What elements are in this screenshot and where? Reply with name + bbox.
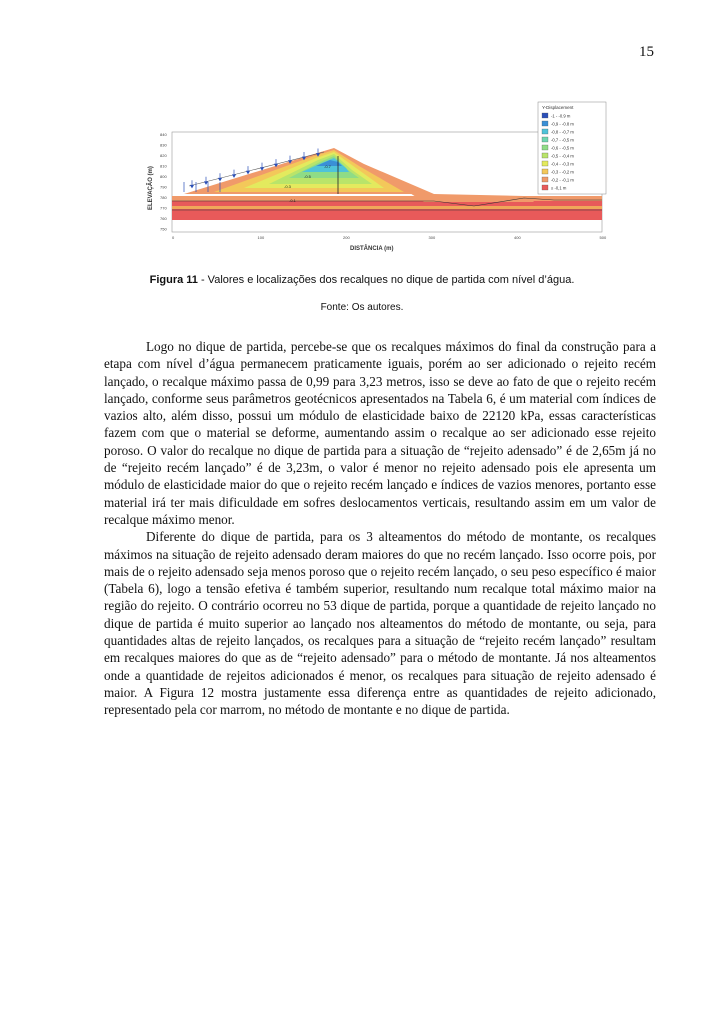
- y-tick-label: 790: [160, 184, 167, 190]
- legend-swatch: [542, 161, 548, 166]
- legend-label: -0,4 - -0,3 m: [551, 161, 574, 167]
- x-tick-label: 200: [343, 235, 350, 240]
- contour-label: -0.1: [289, 198, 296, 203]
- legend-title: Y-Displacement: [542, 105, 574, 110]
- y-tick-label: 820: [160, 153, 167, 158]
- water-arrow-head: [205, 182, 208, 185]
- x-tick-label: 0: [172, 235, 175, 240]
- legend-swatch: [542, 153, 548, 158]
- y-axis-label: ELEVAÇÃO (m): [148, 166, 154, 210]
- figure-caption-text: - Valores e localizações dos recalques no dique de partida com nível d’água.: [197, 274, 575, 286]
- x-tick-label: 100: [257, 235, 265, 240]
- legend-label: -1 - -0.9 m: [551, 113, 571, 119]
- legend-swatch: [542, 121, 548, 126]
- y-tick-label: 840: [160, 132, 167, 137]
- x-tick-label: 500: [599, 235, 607, 240]
- foundation-upper-layer: [172, 196, 602, 201]
- legend-label: -0,3 - -0,2 m: [551, 169, 574, 175]
- legend-label: ≥ -0,1 m: [551, 185, 567, 191]
- legend-swatch: [542, 113, 548, 118]
- x-axis-label: DISTÂNCIA (m): [350, 246, 394, 252]
- legend-label: -0,2 - -0,1 m: [551, 177, 574, 183]
- page-number: 15: [639, 44, 654, 60]
- figure-source: Fonte: Os autores.: [320, 302, 404, 313]
- legend-swatch: [542, 129, 548, 134]
- paragraph: Logo no dique de partida, percebe-se que os recalques máximos do final da construção para a etapa com nível d’água permanecem praticamente iguais, porém ao ser adicionado o rejeito recém lançado, o recalque máximo passa de 0,99 para 3,23 metros, isso se deve ao fato de que o rejeito recém lançado, conforme seus parâmetros geotécnicos apresentados na Tabela 6, é um material com índices de vazios alto, além disso, possui um módulo de elasticidade baixo de 22120 kPa, essas características fazem com que o material se deforme, aumentando assim o recalque ao ser adicionado esse rejeito poroso. O valor do recalque no dique de partida para a situação de “rejeito adensado” é de 2,65m já no de “rejeito recém lançado” é de 3,23m, o valor é menor no rejeito adensado pois ele apresenta um módulo de elasticidade maior do que o rejeito recém lançado e índices de vazios menores, portanto esse material irá ter mais dificuldade em sofres deslocamentos verticais, resultando assim em um valor de recalque máximo menor.: [104, 339, 656, 527]
- legend-label: -0,7 - -0,5 m: [551, 137, 574, 143]
- x-tick-label: 300: [428, 235, 436, 240]
- legend-label: -0,9 - -0.8 m: [551, 121, 574, 127]
- legend-swatch: [542, 169, 548, 174]
- y-tick-label: 780: [160, 195, 167, 200]
- y-tick-label: 770: [160, 205, 167, 211]
- y-tick-label: 800: [160, 174, 167, 179]
- legend-swatch: [542, 185, 548, 190]
- legend-label: -0,6 - -0,5 m: [551, 145, 574, 151]
- figure-caption: [0, 274, 724, 286]
- legend-label: -0,5 - -0,4 m: [551, 153, 574, 159]
- water-arrow-head: [233, 175, 236, 178]
- legend-swatch: [542, 145, 548, 150]
- legend-swatch: [542, 177, 548, 182]
- y-tick-label: 750: [160, 226, 167, 232]
- y-tick-label: 810: [160, 163, 167, 169]
- displacement-plot: [134, 98, 610, 268]
- legend-label: -0,8 - -0,7 m: [551, 129, 574, 135]
- water-arrow-head: [191, 185, 194, 188]
- contour-label: -0.7: [324, 164, 331, 169]
- water-arrow-head: [219, 178, 222, 181]
- water-arrow-head: [247, 171, 250, 174]
- y-tick-label: 830: [160, 142, 167, 148]
- legend-swatch: [542, 137, 548, 142]
- contour-label: -0.3: [284, 184, 291, 189]
- legend: [538, 102, 606, 194]
- x-tick-label: 400: [514, 235, 521, 240]
- contour-label: -0.5: [304, 174, 311, 179]
- body-text: [104, 338, 656, 719]
- paragraph: Diferente do dique de partida, para os 3 alteamentos do método de montante, os recalques máximos na situação de rejeito adensado deram maiores do que no recém lançado. Isso ocorre pois, por mais de o rejeito adensado seja menos poroso que o rejeito recém lançado, o seu peso específico é maior (Tabela 6), logo a tensão efetiva é também superior, resultando num recalque total máximo maior na região do rejeito. O contrário ocorreu no 53 dique de partida, porque a quantidade de rejeito lançado no dique de partida é muito superior ao lançado nos alteamentos do método de montante, ou seja, para quantidades altas de rejeito lançados, os recalques para a situação de “rejeito recém lançado” resultam em recalques maiores do que as de “rejeito adensado” para o método de montante. Já nos alteamentos onde a quantidade de rejeitos adicionados é menor, os recalques para situação de rejeito adensado é maior. A Figura 12 mostra justamente essa diferença entre as quantidades de rejeito adicionado, representado pela cor marrom, no método de montante e no dique de partida.: [104, 529, 656, 718]
- foundation-mid-layer: [172, 206, 602, 209]
- y-tick-label: 760: [160, 216, 167, 221]
- figure-11: [134, 98, 610, 268]
- figure-caption-label: Figura 11: [149, 274, 198, 286]
